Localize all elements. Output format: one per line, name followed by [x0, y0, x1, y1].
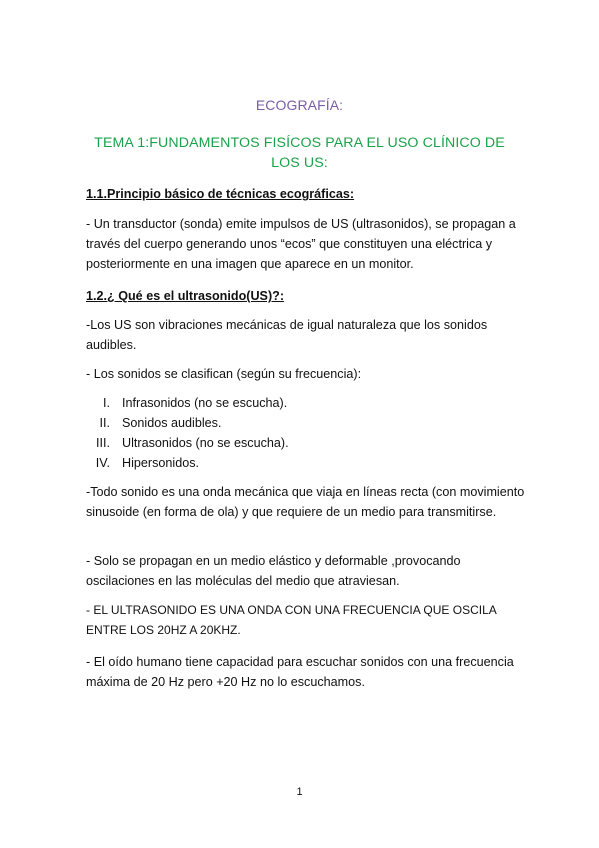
list-item-text: Ultrasonidos (no se escucha). [122, 436, 289, 450]
section-2-paragraph-4: - Solo se propagan en un medio elástico y deformable ,provocando oscilaciones en las moléculas del medio que atraviesan. [86, 554, 461, 588]
section-2-paragraph-6: - El oído humano tiene capacidad para escuchar sonidos con una frecuencia máxima de 20 Hz pero +20 Hz no lo escuchamos. [86, 655, 514, 689]
document-title: ECOGRAFÍA: [255, 97, 344, 113]
list-item-text: Hipersonidos. [122, 456, 200, 470]
list-item [86, 433, 526, 453]
sound-classification-list [86, 393, 526, 473]
list-item-number: I. [103, 396, 110, 410]
topic-title: TEMA 1:FUNDAMENTOS FISÍCOS PARA EL USO CLÍNICO DE LOS US: [94, 135, 505, 171]
list-item [86, 393, 526, 413]
list-item-text: Sonidos audibles. [122, 416, 222, 430]
section-1-heading: 1.1.Principio básico de técnicas ecográficas: [86, 187, 355, 201]
section-2-heading: 1.2.¿ Qué es el ultrasonido(US)?: [86, 289, 285, 303]
page-number: 1 [296, 786, 303, 798]
section-1-paragraph: - Un transductor (sonda) emite impulsos de US (ultrasonidos), se propagan a través del cuerpo generando unos “ecos” que constituyen una eléctrica y posteriormente en una imagen que aparece en un monitor. [86, 217, 516, 271]
list-item-number: III. [96, 436, 110, 450]
section-2-paragraph-5: - EL ULTRASONIDO ES UNA ONDA CON UNA FRECUENCIA QUE OSCILA ENTRE LOS 20HZ A 20KHZ. [86, 603, 497, 637]
list-item-text: Infrasonidos (no se escucha). [122, 396, 288, 410]
section-2-paragraph-3: -Todo sonido es una onda mecánica que viaja en líneas recta (con movimiento sinusoide (en forma de ola) y que requiere de un medio para transmitirse. [86, 485, 525, 519]
list-item [86, 453, 526, 473]
list-item [86, 413, 526, 433]
list-item-number: II. [99, 416, 110, 430]
list-item-number: IV. [95, 456, 110, 470]
section-2-paragraph-2: - Los sonidos se clasifican (según su frecuencia): [86, 367, 362, 381]
section-2-paragraph-1: -Los US son vibraciones mecánicas de igual naturaleza que los sonidos audibles. [86, 318, 488, 352]
